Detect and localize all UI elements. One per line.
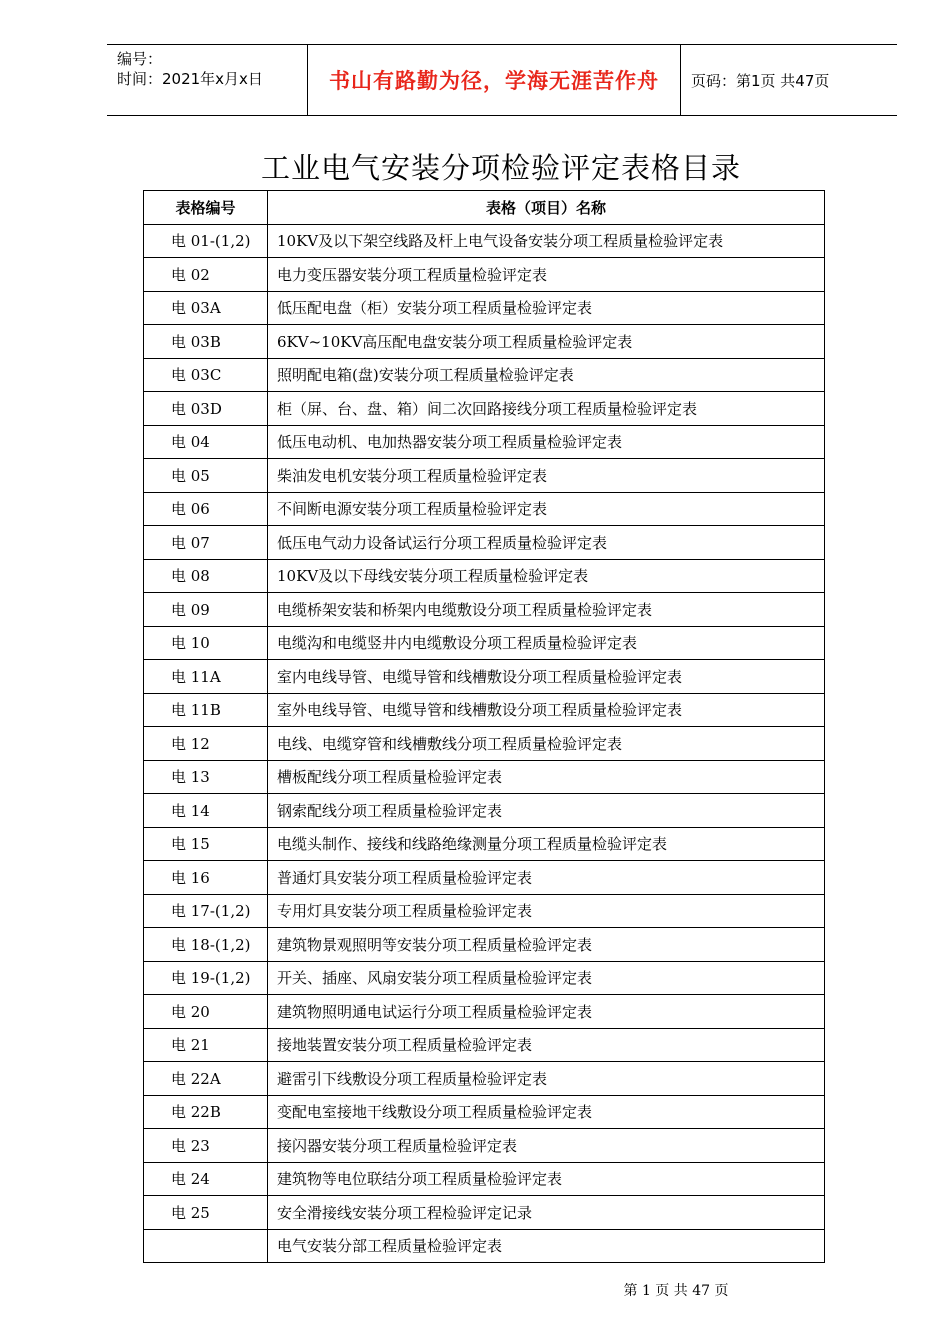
table-cell-code: 电 09: [144, 593, 268, 627]
table-cell-code: 电 05: [144, 459, 268, 493]
table-cell-name: 电力变压器安装分项工程质量检验评定表: [268, 258, 825, 292]
table-row: [144, 1196, 825, 1230]
table-body: [144, 224, 825, 1263]
table-cell-code: 电 25: [144, 1196, 268, 1230]
table-row: [144, 1129, 825, 1163]
table-row: [144, 425, 825, 459]
table-cell-name: 电缆桥架安装和桥架内电缆敷设分项工程质量检验评定表: [268, 593, 825, 627]
header-motto-cell: [308, 45, 681, 115]
table-row: [144, 760, 825, 794]
table-cell-code: 电 19-(1,2): [144, 961, 268, 995]
table-cell-code: [144, 1229, 268, 1263]
table-cell-name: 专用灯具安装分项工程质量检验评定表: [268, 894, 825, 928]
header-page-info: 页码：第1页 共47页: [691, 71, 830, 90]
table-cell-name: 接地装置安装分项工程质量检验评定表: [268, 1028, 825, 1062]
table-row: [144, 1062, 825, 1096]
table-row: [144, 526, 825, 560]
table-cell-code: 电 15: [144, 827, 268, 861]
table-cell-name: 电线、电缆穿管和线槽敷线分项工程质量检验评定表: [268, 727, 825, 761]
table-cell-name: 10KV及以下母线安装分项工程质量检验评定表: [268, 559, 825, 593]
table-cell-code: 电 03B: [144, 325, 268, 359]
table-row: [144, 961, 825, 995]
table-cell-name: 安全滑接线安装分项工程检验评定记录: [268, 1196, 825, 1230]
table-cell-code: 电 16: [144, 861, 268, 895]
motto: 书山有路勤为径，学海无涯苦作舟: [329, 69, 659, 93]
table-cell-name: 电缆头制作、接线和线路绝缘测量分项工程质量检验评定表: [268, 827, 825, 861]
table-row: [144, 727, 825, 761]
header-meta: [107, 45, 308, 115]
table-cell-name: 柴油发电机安装分项工程质量检验评定表: [268, 459, 825, 493]
table-row: [144, 358, 825, 392]
column-header-name: 表格（项目）名称: [268, 191, 825, 225]
table-cell-name: 建筑物照明通电试运行分项工程质量检验评定表: [268, 995, 825, 1029]
column-header-code: 表格编号: [144, 191, 268, 225]
table-cell-code: 电 13: [144, 760, 268, 794]
table-cell-code: 电 01-(1,2): [144, 224, 268, 258]
table-cell-name: 10KV及以下架空线路及杆上电气设备安装分项工程质量检验评定表: [268, 224, 825, 258]
table-row: [144, 928, 825, 962]
table-cell-name: 照明配电箱(盘)安装分项工程质量检验评定表: [268, 358, 825, 392]
table-row: [144, 1162, 825, 1196]
table-row: [144, 325, 825, 359]
table-row: [144, 794, 825, 828]
table-cell-name: 建筑物等电位联结分项工程质量检验评定表: [268, 1162, 825, 1196]
table-row: [144, 593, 825, 627]
table-row: [144, 861, 825, 895]
table-cell-code: 电 22B: [144, 1095, 268, 1129]
catalog-table: [143, 190, 825, 1263]
table-cell-code: 电 23: [144, 1129, 268, 1163]
table-row: [144, 291, 825, 325]
table-cell-code: 电 12: [144, 727, 268, 761]
table-cell-name: 钢索配线分项工程质量检验评定表: [268, 794, 825, 828]
table-row: [144, 459, 825, 493]
table-row: [144, 995, 825, 1029]
page-footer: 第 1 页 共 47 页: [623, 1283, 729, 1299]
table-cell-name: 电气安装分部工程质量检验评定表: [268, 1229, 825, 1263]
table-cell-code: 电 22A: [144, 1062, 268, 1096]
table-cell-name: 建筑物景观照明等安装分项工程质量检验评定表: [268, 928, 825, 962]
table-row: [144, 258, 825, 292]
table-row: [144, 224, 825, 258]
table-cell-name: 槽板配线分项工程质量检验评定表: [268, 760, 825, 794]
table-cell-name: 接闪器安装分项工程质量检验评定表: [268, 1129, 825, 1163]
number-label: 编号：: [117, 50, 163, 68]
table-row: [144, 1095, 825, 1129]
table-cell-name: 低压电气动力设备试运行分项工程质量检验评定表: [268, 526, 825, 560]
table-cell-code: 电 10: [144, 626, 268, 660]
table-cell-code: 电 07: [144, 526, 268, 560]
table-row: [144, 827, 825, 861]
table-cell-code: 电 17-(1,2): [144, 894, 268, 928]
page-title: 工业电气安装分项检验评定表格目录: [260, 151, 741, 185]
table-row: [144, 1028, 825, 1062]
table-cell-code: 电 04: [144, 425, 268, 459]
table-row: [144, 894, 825, 928]
table-cell-code: 电 14: [144, 794, 268, 828]
table-cell-name: 低压电动机、电加热器安装分项工程质量检验评定表: [268, 425, 825, 459]
table-cell-code: 电 06: [144, 492, 268, 526]
table-row: [144, 559, 825, 593]
table-cell-code: 电 21: [144, 1028, 268, 1062]
table-cell-code: 电 03A: [144, 291, 268, 325]
table-cell-name: 柜（屏、台、盘、箱）间二次回路接线分项工程质量检验评定表: [268, 392, 825, 426]
table-cell-code: 电 11B: [144, 693, 268, 727]
table-cell-code: 电 18-(1,2): [144, 928, 268, 962]
table-row: [144, 392, 825, 426]
table-cell-name: 6KV~10KV高压配电盘安装分项工程质量检验评定表: [268, 325, 825, 359]
table-cell-code: 电 02: [144, 258, 268, 292]
table-cell-code: 电 20: [144, 995, 268, 1029]
table-cell-code: 电 08: [144, 559, 268, 593]
table-cell-name: 变配电室接地干线敷设分项工程质量检验评定表: [268, 1095, 825, 1129]
time-label: 时间：2021年x月x日: [117, 70, 263, 88]
table-row: [144, 1229, 825, 1263]
table-cell-name: 低压配电盘（柜）安装分项工程质量检验评定表: [268, 291, 825, 325]
table-header-row: [144, 191, 825, 225]
table-row: [144, 492, 825, 526]
table-cell-name: 室内电线导管、电缆导管和线槽敷设分项工程质量检验评定表: [268, 660, 825, 694]
table-cell-name: 普通灯具安装分项工程质量检验评定表: [268, 861, 825, 895]
table-cell-code: 电 24: [144, 1162, 268, 1196]
table-cell-code: 电 03C: [144, 358, 268, 392]
document-header: [107, 44, 897, 116]
table-row: [144, 660, 825, 694]
table-cell-name: 室外电线导管、电缆导管和线槽敷设分项工程质量检验评定表: [268, 693, 825, 727]
table-cell-name: 电缆沟和电缆竖井内电缆敷设分项工程质量检验评定表: [268, 626, 825, 660]
table-row: [144, 626, 825, 660]
table-cell-code: 电 11A: [144, 660, 268, 694]
table-cell-name: 避雷引下线敷设分项工程质量检验评定表: [268, 1062, 825, 1096]
table-cell-name: 不间断电源安装分项工程质量检验评定表: [268, 492, 825, 526]
table-cell-name: 开关、插座、风扇安装分项工程质量检验评定表: [268, 961, 825, 995]
table-row: [144, 693, 825, 727]
table-cell-code: 电 03D: [144, 392, 268, 426]
